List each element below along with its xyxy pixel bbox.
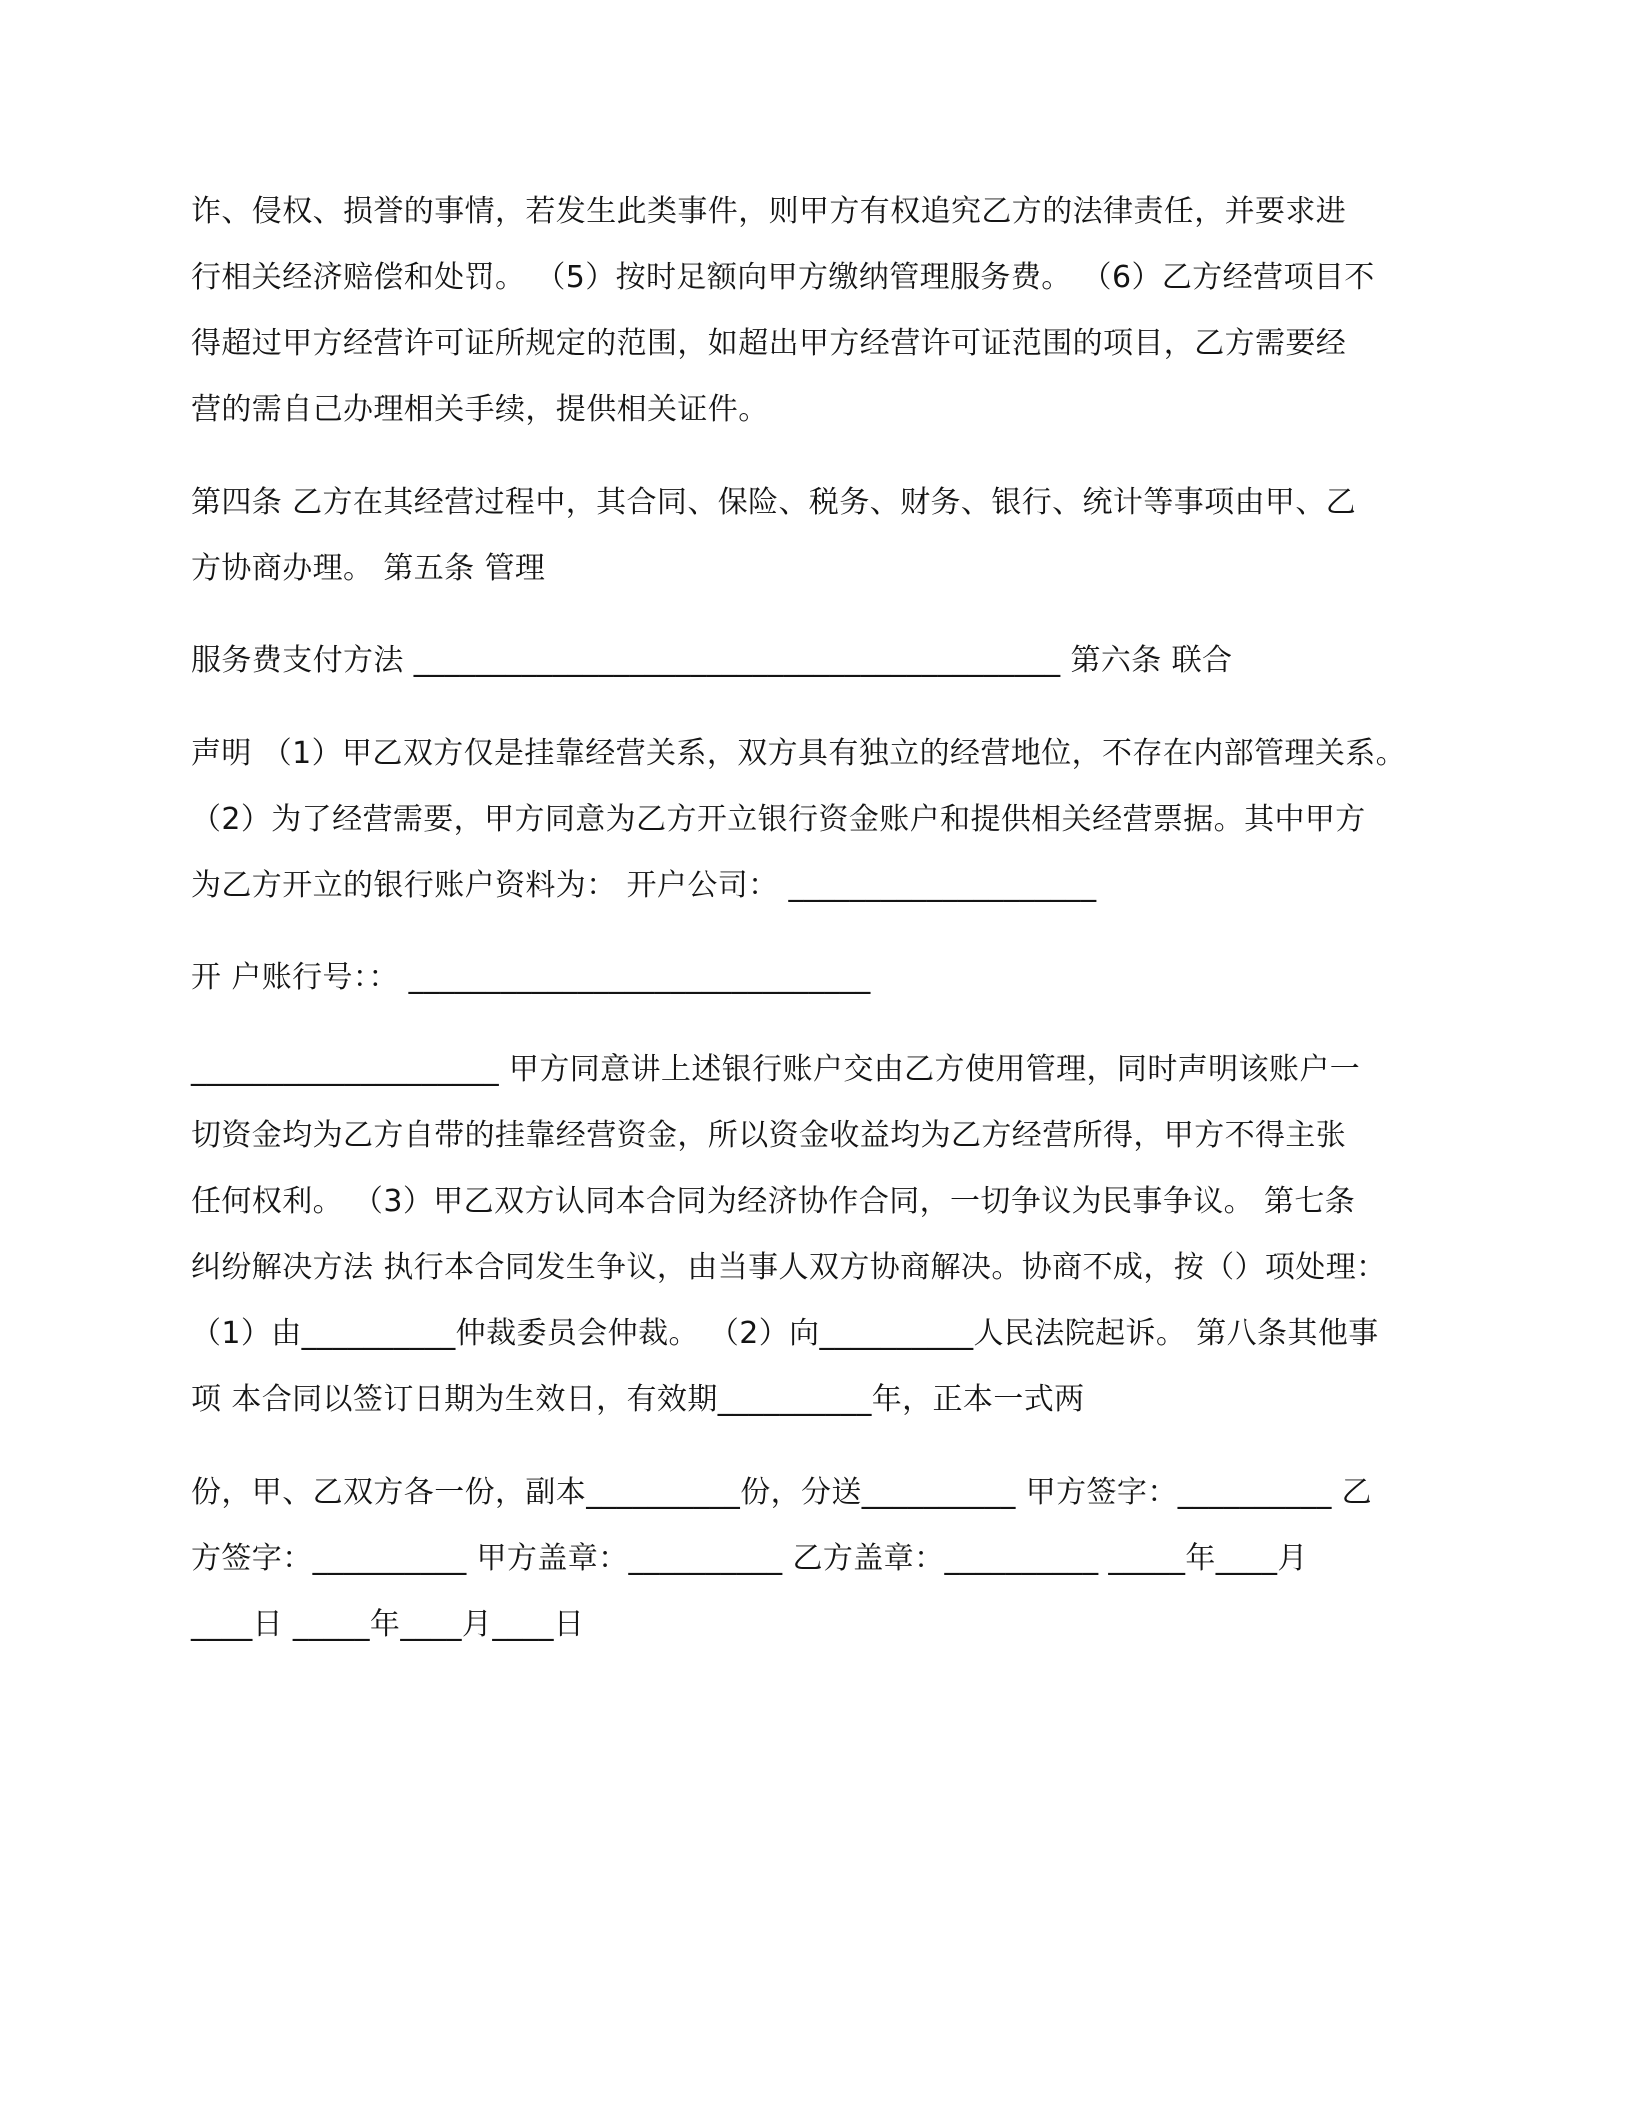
text-line: 纠纷解决方法 执行本合同发生争议，由当事人双方协商解决。协商不成，按（）项处理：	[191, 1250, 1387, 1285]
text-line: 项 本合同以签订日期为生效日，有效期__________年，正本一式两	[191, 1382, 1085, 1417]
text-line: 开 户账行号：： ______________________________	[191, 960, 871, 995]
text-line: 营的需自己办理相关手续，提供相关证件。	[191, 392, 769, 427]
text-line: 任何权利。 （3）甲乙双方认同本合同为经济协作合同，一切争议为民事争议。 第七条	[191, 1184, 1356, 1219]
text-line: 得超过甲方经营许可证所规定的范围，如超出甲方经营许可证范围的项目，乙方需要经	[191, 326, 1347, 361]
text-line: （1）由__________仲裁委员会仲裁。 （2）向__________人民法院起诉。 第八条其他事	[191, 1316, 1379, 1351]
text-line: ____________________ 甲方同意讲上述银行账户交由乙方使用管理，同时声明该账户一	[191, 1052, 1361, 1087]
text-line: （2）为了经营需要，甲方同意为乙方开立银行资金账户和提供相关经营票据。其中甲方	[191, 802, 1366, 837]
text-line: 为乙方开立的银行账户资料为： 开户公司： ____________________	[191, 868, 1097, 903]
text-line: 行相关经济赔偿和处罚。 （5）按时足额向甲方缴纳管理服务费。 （6）乙方经营项目不	[191, 260, 1375, 295]
text-line: 份，甲、乙双方各一份，副本__________份，分送__________ 甲方签字：__________ 乙	[191, 1475, 1373, 1510]
text-line: 服务费支付方法 __________________________________________ 第六条 联合	[191, 643, 1233, 678]
text-line: ____日 _____年____月____日	[191, 1607, 585, 1642]
text-line: 方协商办理。 第五条 管理	[191, 551, 546, 586]
text-line: 诈、侵权、损誉的事情，若发生此类事件，则甲方有权追究乙方的法律责任，并要求进	[191, 194, 1347, 229]
text-line: 第四条 乙方在其经营过程中，其合同、保险、税务、财务、银行、统计等事项由甲、乙	[191, 485, 1357, 520]
text-line: 方签字：__________ 甲方盖章：__________ 乙方盖章：__________ _____年____月	[191, 1541, 1308, 1576]
text-line: 切资金均为乙方自带的挂靠经营资金，所以资金收益均为乙方经营所得，甲方不得主张	[191, 1118, 1347, 1153]
text-line: 声明 （1）甲乙双方仅是挂靠经营关系，双方具有独立的经营地位，不存在内部管理关系。	[191, 736, 1407, 771]
